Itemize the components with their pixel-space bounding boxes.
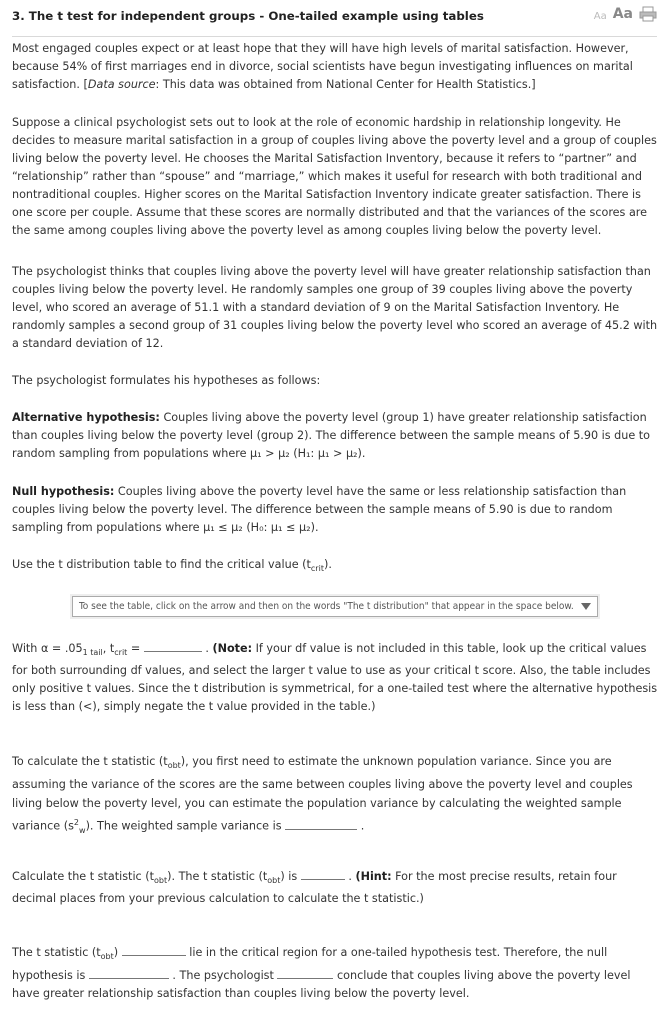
- problem-title: 3. The t test for independent groups - One-tailed example using tables: [12, 9, 484, 23]
- dropdown-label: To see the table, click on the arrow and then on the words "The t distribution" that appear in the space below.: [79, 601, 574, 612]
- conclusion-question: The t statistic $(t_{obt})$ lie in the critical region for a one-tailed hypothesis test. Therefore, the null hypothesis is . The psychologist conclude that couples living above the poverty level have greater relationship satisfaction than couples living below the poverty level.: [12, 943, 659, 1003]
- text-size-tools: [594, 6, 657, 22]
- scenario-paragraph: Suppose a clinical psychologist sets out to look at the role of economic hardship in relationship longevity. He decides to measure marital satisfaction in a group of couples living above the poverty level and a group of couples living below the poverty level. He chooses the Marital Satisfaction Inventory, because it refers to “partner” and “relationship” rather than “spouse” and “marriage,” which makes it useful for research with both traditional and nontraditional couples. Higher scores on the Marital Satisfaction Inventory indicate greater satisfaction. There is one score per couple. Assume that these scores are normally distributed and that the variances of the scores are the same among couples living above the poverty level as among couples living below the poverty level.: [12, 116, 657, 237]
- tstat-question: Calculate the t statistic $(t_{obt})$. The t statistic $(t_{obt})$ is . (Hint: For the most precise results, retain four decimal places from your previous calculation to calculate the t statistic.): [12, 867, 659, 908]
- samples-paragraph: The psychologist thinks that couples living above the poverty level will have greater relationship satisfaction than couples living below the poverty level. He randomly samples one group of 39 couples living above the poverty level, who scored an average of 51.1 with a standard deviation of 9 on the Marital Satisfaction Inventory. He randomly samples a second group of 31 couples living below the poverty level who scored an average of 45.2 with a standard deviation of 12.: [12, 265, 658, 350]
- critical-region-select[interactable]: [122, 943, 186, 956]
- text-larger-button[interactable]: Aa: [612, 6, 633, 22]
- conclusion-select[interactable]: [277, 966, 333, 979]
- variance-question: To calculate the t statistic $(t_{obt})$, you first need to estimate the unknown population variance. Since you are assuming the variance of the scores are the same between couples living above the poverty level and couples living below the poverty level, you can estimate the population variance by calculating the weighted sample variance $(s^2_w)$. The weighted sample variance is .: [12, 755, 633, 836]
- null-decision-select[interactable]: [89, 966, 169, 979]
- tcrit-instruction: Use the t distribution table to find the critical value $(t_{crit})$.: [12, 558, 332, 574]
- text-smaller-button[interactable]: Aa: [593, 11, 607, 22]
- intro-paragraph: Most engaged couples expect or at least hope that they will have high levels of marital satisfaction. However, because 54% of first marriages end in divorce, social scientists have begun investigating influences on marital satisfaction. [Data source: This data was obtained from National Center for Health Statistics.]: [12, 42, 633, 91]
- problem-header: [12, 0, 657, 37]
- hypotheses-intro: The psychologist formulates his hypotheses as follows:: [12, 374, 321, 387]
- tstat-answer-field[interactable]: [301, 867, 345, 880]
- printer-icon[interactable]: [639, 6, 657, 22]
- alternative-hypothesis: Alternative hypothesis: Couples living above the poverty level (group 1) have greater relationship satisfaction than couples living below the poverty level (group 2). The difference between the sample means of 5.90 is due to random sampling from populations where μ₁ > μ₂ (H₁: μ₁ > μ₂).: [12, 411, 651, 460]
- t-distribution-table-dropdown[interactable]: [72, 596, 598, 617]
- null-hypothesis: Null hypothesis: Couples living above the poverty level have the same or less relationship satisfaction than couples living below the poverty level. The difference between the sample means of 5.90 is due to random sampling from populations where μ₁ ≤ μ₂ (H₀: μ₁ ≤ μ₂).: [12, 485, 627, 534]
- tcrit-answer-field[interactable]: [144, 639, 202, 652]
- weighted-variance-answer-field[interactable]: [285, 817, 357, 830]
- chevron-down-icon[interactable]: [581, 603, 591, 610]
- tcrit-question: With $\alpha = .05_{1 tail}$, $t_{crit}$ = . (Note: If your df value is not included in this table, look up the critical values for both surrounding df values, and select the larger t value to use as your critical t score. Also, the table includes only positive t values. Since the t distribution is symmetrical, for a one-tailed test where the alternative hypothesis is less than (<), simply negate the t value provided in the table.): [12, 639, 659, 716]
